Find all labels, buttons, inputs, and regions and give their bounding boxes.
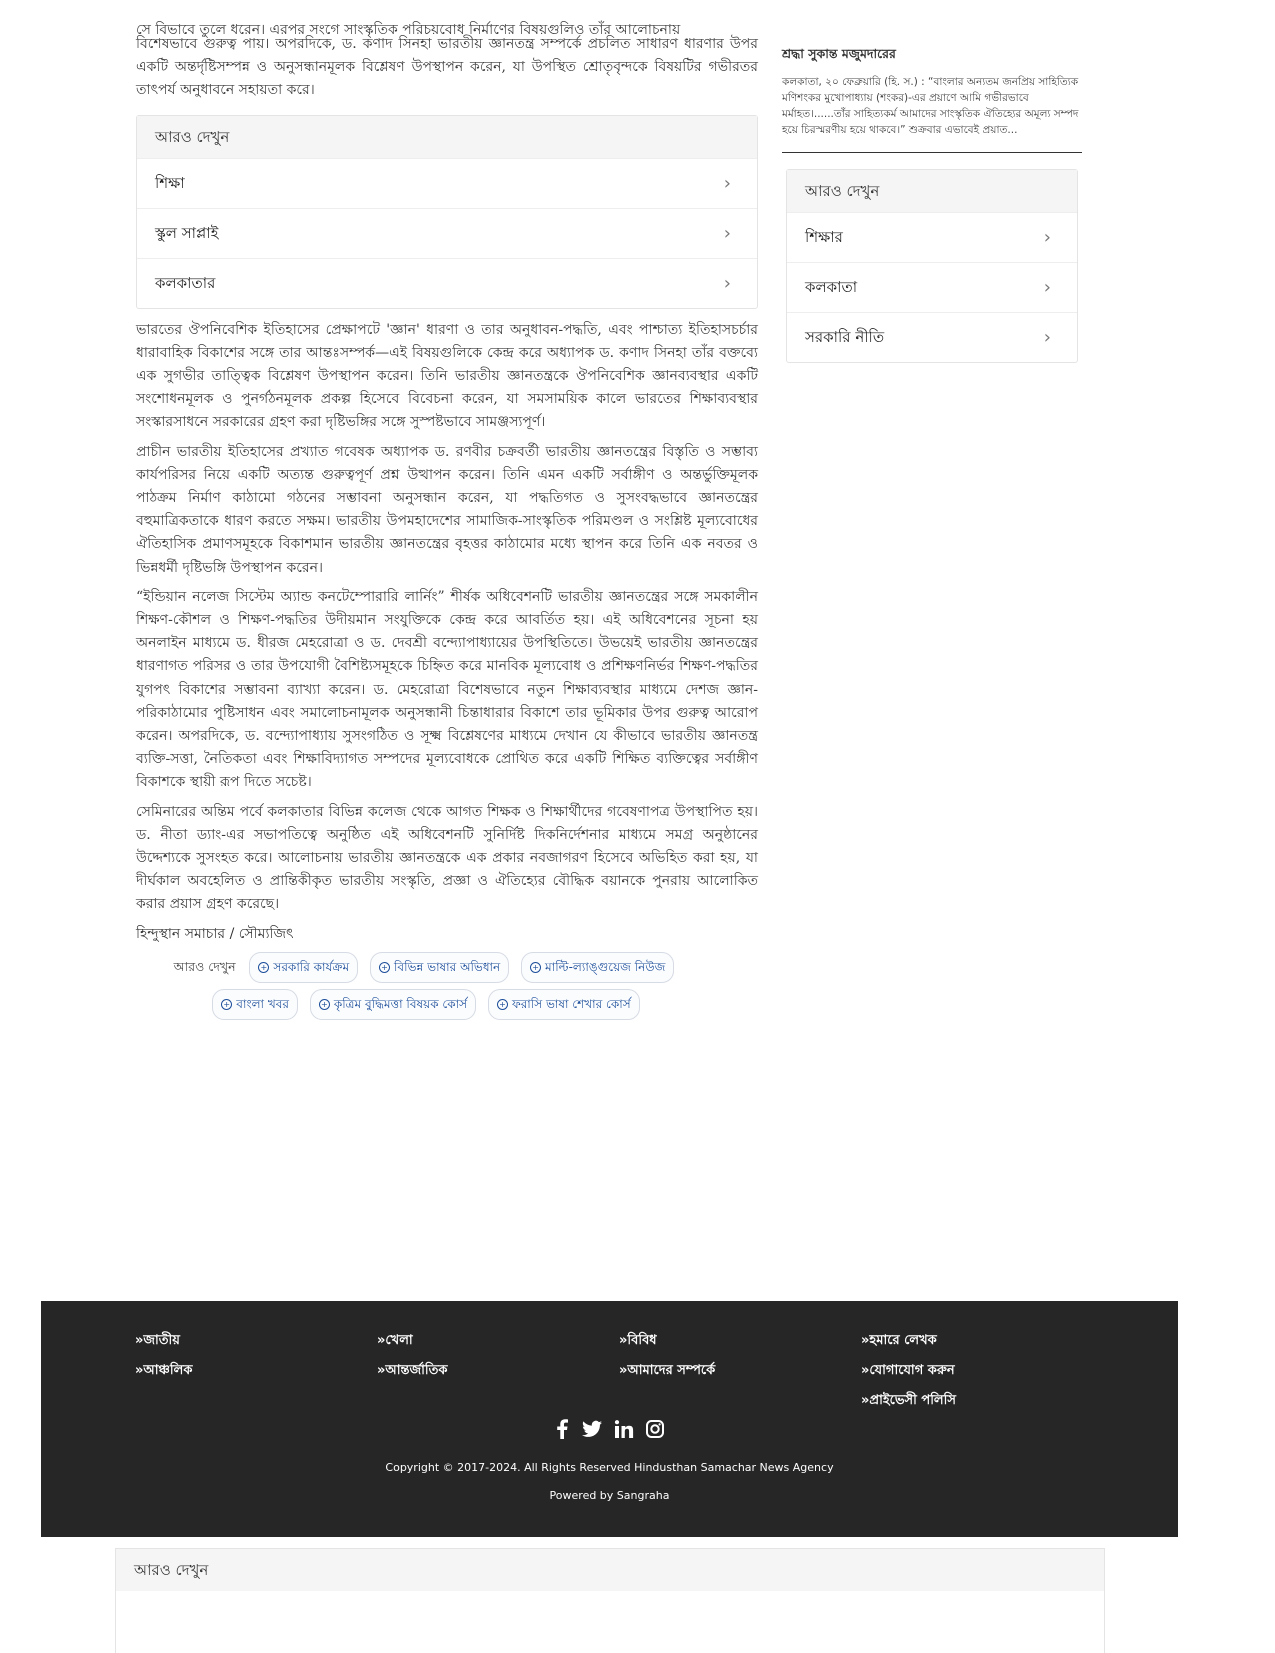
copyright-text: Copyright © 2017-2024. All Rights Reserved Hindusthan Samachar News Agency (385, 1461, 834, 1474)
chevron-right-icon: › (723, 222, 731, 244)
chevron-right-icon: › (1043, 277, 1051, 298)
tag-french-courses[interactable] (488, 989, 640, 1020)
see-also-item-label: স্কুল সাপ্লাই (155, 223, 219, 242)
article-body (136, 22, 758, 1026)
sidebar-news-title[interactable]: শ্রদ্ধা সুকান্ত মজুমদারের (782, 46, 896, 61)
footer-link-national[interactable]: »জাতীয় (135, 1333, 180, 1348)
tag-bangla-news[interactable] (212, 989, 298, 1020)
tag-label: ফরাসি ভাষা শেখার কোর্স (511, 997, 631, 1012)
article-paragraph: ভারতের ঔপনিবেশিক ইতিহাসের প্রেক্ষাপটে 'জ্ঞান' ধারণা ও তার অনুধাবন-পদ্ধতি, এবং পাশ্চাত্য ইতিহাসচর্চার ধারাবাহিক বিকাশের সঙ্গে তার আন্তঃসম্পর্ক—এই বিষয়গুলিকে কেন্দ্র করে অধ্যাপক ড. কণাদ সিনহা তাঁর বক্তব্যে এক সুগভীর তাত্ত্বিক বিশ্লেষণ উপস্থাপন করেন। তিনি ভারতীয় জ্ঞানতন্ত্রকে ঔপনিবেশিক জ্ঞানব্যবস্থার একটি সংশোধনমূলক ও পুনর্গঠনমূলক প্রকল্প হিসেবে বিবেচনা করেন, যা সমসাময়িক কালে ভারতের শিক্ষাব্যবস্থার সংস্কারসাধনে সরকারের গ্রহণ করা দৃষ্টিভঙ্গির সঙ্গে সুস্পষ্টভাবে সামঞ্জস্যপূর্ণ। (136, 321, 758, 431)
footer-column (861, 1331, 956, 1421)
see-also-item-kolkata[interactable] (137, 258, 757, 308)
plus-circle-icon: + (258, 962, 269, 973)
plus-circle-icon: + (319, 999, 330, 1010)
inline-see-also-box (136, 115, 758, 309)
linkedin-icon[interactable] (615, 1420, 633, 1442)
see-also-item-education[interactable] (137, 158, 757, 208)
twitter-icon[interactable] (582, 1420, 602, 1442)
footer-link-our-writers[interactable]: »হমারে লেখক (861, 1333, 937, 1348)
sidebar-see-also-box (786, 169, 1078, 363)
tag-ai-courses[interactable] (310, 989, 476, 1020)
see-also-heading: আরও দেখুন (137, 116, 757, 158)
plus-circle-icon: + (530, 962, 541, 973)
chevron-right-icon: › (1043, 327, 1051, 348)
see-also-item-label: সরকারি নীতি (805, 328, 885, 346)
footer-link-about-us[interactable]: »আমাদের সম্পর্কে (619, 1363, 716, 1378)
intro-paragraph: বিশেষভাবে গুরুত্ব পায়। অপরদিকে, ড. কণাদ সিনহা ভারতীয় জ্ঞানতন্ত্র সম্পর্কে প্রচলিত সাধারণ ধারণার উপর একটি অন্তর্দৃষ্টিসম্পন্ন ও অনুসন্ধানমূলক বিশ্লেষণ উপস্থাপন করেন, যা উপস্থিত শ্রোতৃবৃন্দকে বিষয়টির গভীরতর তাৎপর্য অনুধাবনে সহায়তা করে। (136, 36, 758, 99)
plus-circle-icon: + (497, 999, 508, 1010)
powered-by-text: Powered by Sangraha (549, 1489, 670, 1502)
see-also-item-school-supply[interactable] (137, 208, 757, 258)
tag-label: বাংলা খবর (236, 997, 290, 1012)
tag-label: সরকারি কার্যক্রম (273, 959, 350, 974)
footer-link-sports[interactable]: »খেলা (377, 1333, 413, 1348)
chevron-right-icon: › (1043, 227, 1051, 248)
clipped-line: সে বিভাবে তুলে ধরেন। এরপর সংগে সাংস্কৃতিক পরিচয়বোধ নির্মাণের বিষয়গুলিও তাঁর আলোচনায় (136, 22, 681, 38)
tag-label: কৃত্রিম বুদ্ধিমত্তা বিষয়ক কোর্স (333, 997, 468, 1012)
article-paragraph: “ইন্ডিয়ান নলেজ সিস্টেম অ্যান্ড কনটেম্পোরারি লার্নিং” শীর্ষক অধিবেশনটি ভারতীয় জ্ঞানতন্ত্রের সঙ্গে সমকালীন শিক্ষণ-কৌশল ও শিক্ষণ-পদ্ধতির উদীয়মান সংযুক্তিকে কেন্দ্র করে আবর্তিত হয়। এই অধিবেশনের সূচনা হয় অনলাইন মাধ্যমে ড. ধীরজ মেহরোত্রা ও ড. দেবশ্রী বন্দ্যোপাধ্যায়ের উপস্থিতিতে। উভয়েই ভারতীয় জ্ঞানতন্ত্রের ধারণাগত পরিসর ও তার উপযোগী বৈশিষ্ট্যসমূহকে চিহ্নিত করে মানবিক মূল্যবোধ ও প্রশিক্ষণনির্ভর শিক্ষণ-পদ্ধতির যুগপৎ বিকাশের সম্ভাবনা ব্যাখ্যা করেন। ড. মেহরোত্রা বিশেষভাবে নতুন শিক্ষাব্যবস্থার মাধ্যমে দেশজ জ্ঞান-পরিকাঠামোর পুষ্টিসাধন এবং সমালোচনামূলক অনুসন্ধানী চিন্তাধারার বিকাশে তার ভূমিকার উপর গুরুত্ব আরোপ করেন। অপরদিকে, ড. বন্দ্যোপাধ্যায় সুসংগঠিত ও সূক্ষ্ম বিশ্লেষণের মাধ্যমে দেখান যে কীভাবে ভারতীয় জ্ঞানতন্ত্র ব্যক্তি-সত্তা, নৈতিকতা এবং শিক্ষাবিদ্যাগত সম্পদের মূল্যবোধকে প্রোথিত করে একটি শিক্ষিত ব্যক্তিত্বের সর্বাঙ্গীণ বিকাশকে স্থায়ী রূপ দিতে সচেষ্ট। (136, 588, 758, 791)
tag-multilanguage-news[interactable] (521, 952, 674, 983)
chevron-right-icon: › (723, 172, 731, 194)
see-also-item-label: শিক্ষা (155, 173, 185, 192)
article-paragraph: প্রাচীন ভারতীয় ইতিহাসের প্রখ্যাত গবেষক অধ্যাপক ড. রণবীর চক্রবর্তী ভারতীয় জ্ঞানতন্ত্রের বিস্তৃতি ও সম্ভাব্য কার্যপরিসর নিয়ে একটি অত্যন্ত গুরুত্বপূর্ণ প্রশ্ন উত্থাপন করেন। তিনি এমন একটি সর্বাঙ্গীণ ও অন্তর্ভুক্তিমূলক পাঠক্রম নির্মাণ কাঠামো গঠনের সম্ভাবনা অনুসন্ধান করেন, যা পদ্ধতিগত ও সুসংবদ্ধভাবে জ্ঞানতন্ত্রের বহুমাত্রিকতাকে ধারণ করতে সক্ষম। ভারতীয় উপমহাদেশের সামাজিক-সাংস্কৃতিক পরিমণ্ডল ও সংশ্লিষ্ট মূল্যবোধের ঐতিহাসিক প্রমাণসমূহকে বিকাশমান ভারতীয় জ্ঞানতন্ত্রের বৃহত্তর কাঠামোর মধ্যে স্থাপন করে তিনি এক নবতর ও ভিন্নধর্মী দৃষ্টিভঙ্গি উপস্থাপন করেন। (136, 443, 758, 576)
see-also-heading: আরও দেখুন (116, 1549, 1104, 1591)
footer-link-misc[interactable]: »বিবিধ (619, 1333, 657, 1348)
tag-label: মাল্টি-ল্যাঙ্গুয়েজ নিউজ (545, 959, 666, 974)
footer-link-privacy-policy[interactable]: »প্রাইভেসী পলিসি (861, 1393, 956, 1408)
see-also-item-govt-policy[interactable] (787, 312, 1077, 362)
sidebar-news-excerpt: কলকাতা, ২০ ফেব্রুয়ারি (হি. স.) : “বাংলার অন্যতম জনপ্রিয় সাহিত্যিক মণিশংকর মুখোপাধ্যায় (শংকর)-এর প্রয়াণে আমি গভীরভাবে মর্মাহত।......তাঁর সাহিত্যকর্ম আমাদের সাংস্কৃতিক ঐতিহ্যের অমূল্য সম্পদ হয়ে চিরস্মরণীয় হয়ে থাকবে।” শুক্রবার এভাবেই প্রয়াত... (782, 76, 1079, 136)
tag-dictionaries[interactable] (370, 952, 509, 983)
tag-govt-programs[interactable] (249, 952, 358, 983)
divider (782, 152, 1082, 153)
see-also-item-label: শিক্ষার (805, 228, 843, 246)
article-paragraph: সেমিনারের অন্তিম পর্বে কলকাতার বিভিন্ন কলেজ থেকে আগত শিক্ষক ও শিক্ষার্থীদের গবেষণাপত্র উপস্থাপিত হয়। ড. নীতা ড্যাং-এর সভাপতিত্বে অনুষ্ঠিত এই অধিবেশনটি সুনির্দিষ্ট দিকনির্দেশনার মাধ্যমে সমগ্র অনুষ্ঠানের উদ্দেশ্যকে সুসংহত করে। আলোচনায় ভারতীয় জ্ঞানতন্ত্রকে এক প্রকার নবজাগরণ হিসেবে অভিহিত করা হয়, যা দীর্ঘকাল অবহেলিত ও প্রান্তিকীকৃত ভারতীয় সংস্কৃতি, প্রজ্ঞা ও ঐতিহ্যের বৌদ্ধিক বয়ানকে পুনরায় আলোকিত করার প্রয়াস গ্রহণ করেছে। (136, 803, 758, 913)
footer-link-international[interactable]: »আন্তর্জাতিক (377, 1363, 448, 1378)
article-credit: হিন্দুস্থান সমাচার / সৌম্যজিৎ (136, 925, 294, 942)
tag-label: বিভিন্ন ভাষার অভিধান (393, 959, 501, 974)
footer-link-contact[interactable]: »যোগাযোগ করুন (861, 1363, 955, 1378)
sidebar (782, 34, 1087, 363)
facebook-icon[interactable] (555, 1419, 569, 1443)
bottom-see-also-box (115, 1548, 1105, 1653)
footer-column (135, 1331, 192, 1391)
tags-label: আরও দেখুন (173, 958, 236, 974)
see-also-item-label: কলকাতা (805, 278, 858, 296)
footer-link-regional[interactable]: »আঞ্চলিক (135, 1363, 193, 1378)
chevron-right-icon: › (723, 272, 731, 294)
see-also-heading: আরও দেখুন (787, 170, 1077, 212)
footer-column (619, 1331, 715, 1391)
footer-column (377, 1331, 448, 1391)
instagram-icon[interactable] (646, 1420, 664, 1442)
social-links (41, 1419, 1178, 1443)
see-also-item-kolkata[interactable] (787, 262, 1077, 312)
site-footer (41, 1301, 1178, 1537)
plus-circle-icon: + (379, 962, 390, 973)
see-also-item-label: কলকাতার (155, 273, 216, 292)
tag-list (136, 952, 758, 1020)
see-also-item-education[interactable] (787, 212, 1077, 262)
plus-circle-icon: + (221, 999, 232, 1010)
